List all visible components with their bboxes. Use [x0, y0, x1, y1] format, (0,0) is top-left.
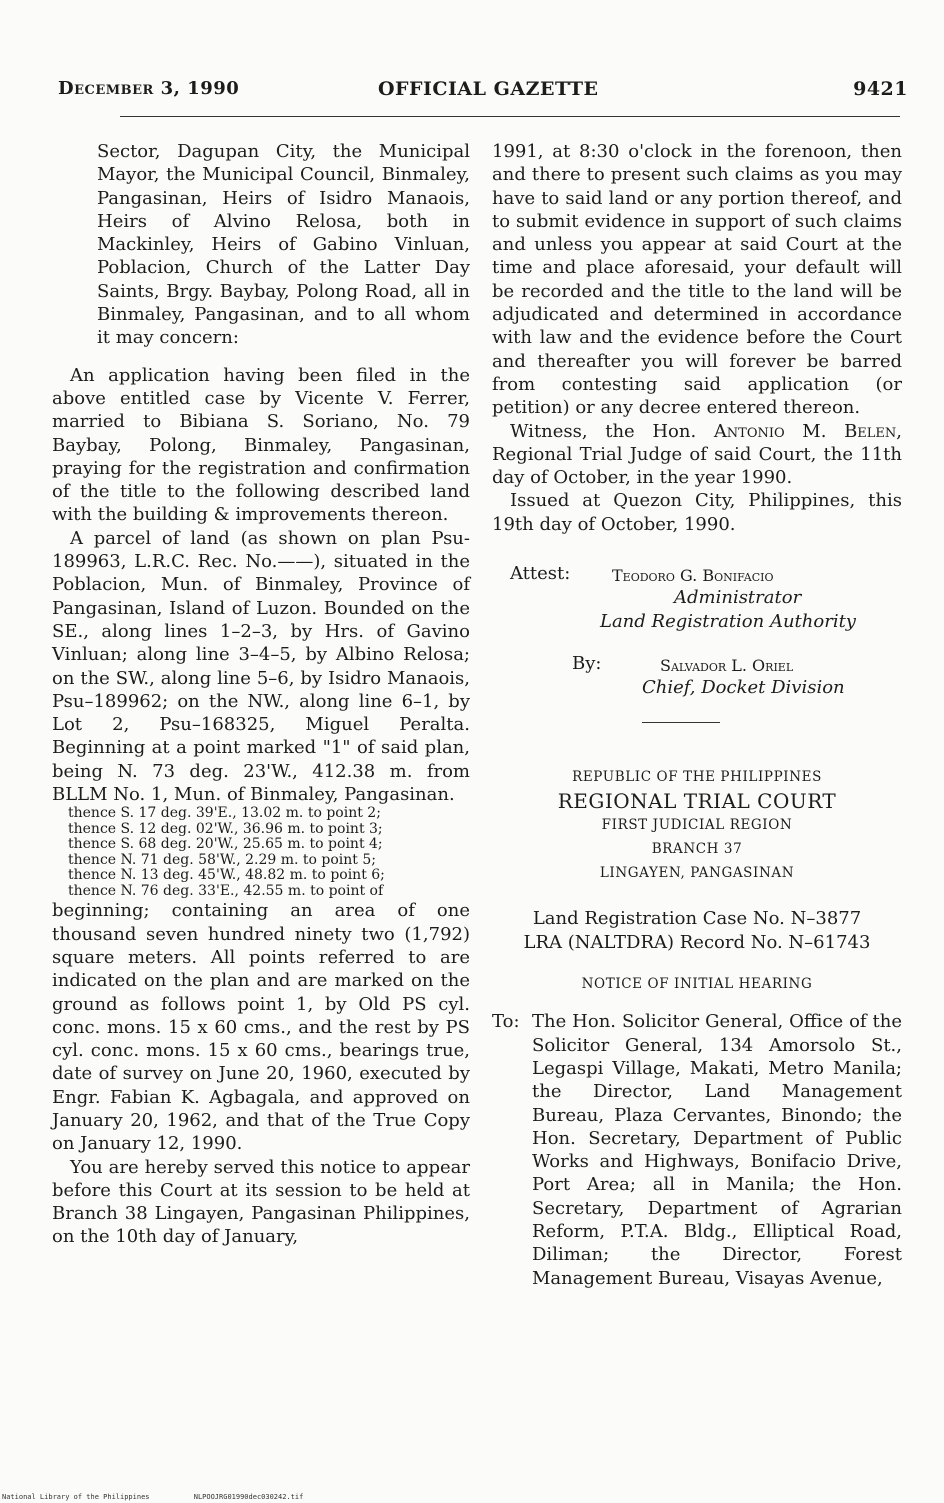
addressees-continued: Sector, Dagupan City, the Municipal Mayor, the Municipal Council, Binmaley, Pangasinan, Heirs of Isidro Manaois, Heirs of Alvino Relosa, both in Mackinley, Heirs of Gabino Vinluan, Poblacion, Church of the Latter Day Saints, Brgy. Baybay, Polong Road, all in Binmaley, Pangasinan, and to all whom it may concern:	[97, 141, 470, 349]
attestation-block	[492, 562, 902, 722]
scan-footer	[2, 1493, 343, 1501]
case-line-2: LRA (NALTDRA) Record No. N–61743	[523, 932, 871, 954]
attest-agency: Land Registration Authority	[600, 611, 856, 633]
left-column	[52, 140, 470, 1249]
case-line-1: Land Registration Case No. N–3877	[532, 908, 862, 930]
place-line: LINGAYEN, PANGASINAN	[599, 865, 795, 882]
footer-file: NLPOOJRG01990dec030242.tif	[193, 1493, 304, 1501]
witness-prefix: Witness, the Hon.	[510, 420, 697, 442]
republic-line: REPUBLIC OF THE PHILIPPINES	[572, 769, 822, 786]
area-paragraph: beginning; containing an area of one thousand seven hundred ninety two (1,792) square meters. All points referred to are indicated on the plan and are marked on the ground as follows point 1, by Old PS cyl. conc. mons. 15 x 60 cms., and the rest by PS cyl. conc. mons. 15 x 60 cms., bearings true, date of survey on June 20, 1960, executed by Engr. Fabian K. Agbagala, and approved on January 20, 1962, and that of the True Copy on January 12, 1990.	[52, 900, 470, 1155]
bearing-line: thence N. 13 deg. 45'W., 48.82 m. to point 6;	[68, 867, 385, 884]
by-label: By:	[572, 653, 602, 675]
judge-name: Antonio M. Belen,	[713, 420, 903, 442]
branch-line: BRANCH 37	[651, 841, 743, 858]
right-column	[492, 140, 902, 1290]
parcel-description: A parcel of land (as shown on plan Psu-189963, L.R.C. Rec. No.——), situated in the Poblacion, Mun. of Binmaley, Province of Pangasinan, Island of Luzon. Bounded on the SE., along lines 1–2–3, by Hrs. of Gavino Vinluan; along line 3–4–5, by Albino Relosa; on the SW., along line 5–6, by Isidro Manaois, Psu–189962; on the NW., along line 6–1, by Lot 2, Psu–168325, Miguel Peralta. Beginning at a point marked "1" of said plan, being N. 73 deg. 23'W., 412.38 m. from BLLM No. 1, Mun. of Binmaley, Pangasinan.	[52, 527, 470, 806]
bearings-list	[52, 806, 470, 899]
bearing-line: thence N. 76 deg. 33'E., 42.55 m. to point of	[68, 882, 384, 899]
witness-rest: Regional Trial Judge of said Court, the 11th day of October, in the year 1990.	[492, 443, 902, 489]
witness-paragraph	[492, 420, 902, 490]
section-divider	[642, 722, 720, 723]
attest-label: Attest:	[510, 563, 571, 585]
header-title: OFFICIAL GAZETTE	[378, 78, 599, 100]
case-number	[492, 907, 902, 955]
header-date: December 3, 1990	[58, 78, 240, 99]
attest-role: Administrator	[674, 587, 802, 609]
to-addressees	[492, 1010, 902, 1290]
court-name: REGIONAL TRIAL COURT	[557, 789, 837, 814]
footer-library: National Library of the Philippines	[2, 1493, 150, 1501]
attest-name: Teodoro G. Bonifacio	[612, 566, 774, 586]
header-rule	[120, 116, 900, 117]
notice-continued: 1991, at 8:30 o'clock in the forenoon, then and there to present such claims as you may have to said land or any portion thereof, and to submit evidence in support of such claims and unless you appear at said Court at the time and place aforesaid, your default will be recorded and the title to the land will be adjudicated and determined in accordance with law and the evidence before the Court and thereafter you will forever be barred from contesting said application (or petition) or any decree entered thereon.	[492, 141, 902, 419]
bearing-line: thence S. 17 deg. 39'E., 13.02 m. to point 2;	[68, 805, 381, 822]
bearing-line: thence S. 68 deg. 20'W., 25.65 m. to point 4;	[68, 836, 383, 853]
bearing-line: thence S. 12 deg. 02'W., 36.96 m. to point 3;	[68, 820, 383, 837]
region-line: FIRST JUDICIAL REGION	[601, 817, 793, 834]
served-paragraph: You are hereby served this notice to appear before this Court at its session to be held at Branch 38 Lingayen, Pangasinan Philippines, on the 10th day of January,	[52, 1156, 470, 1248]
to-label: To:	[492, 1011, 520, 1033]
by-name: Salvador L. Oriel	[660, 656, 794, 676]
page-number: 9421	[853, 78, 908, 100]
bearing-line: thence N. 71 deg. 58'W., 2.29 m. to point 5;	[68, 851, 376, 868]
application-paragraph: An application having been filed in the above entitled case by Vicente V. Ferrer, married to Bibiana S. Soriano, No. 79 Baybay, Polong, Binmaley, Pangasinan, praying for the registration and confirmation of the title to the following described land with the building & improvements thereon.	[52, 364, 470, 526]
issued-paragraph: Issued at Quezon City, Philippines, this 19th day of October, 1990.	[492, 490, 902, 535]
page-header	[58, 78, 908, 108]
to-text: The Hon. Solicitor General, Office of the Solicitor General, 134 Amorsolo St., Legaspi Village, Makati, Metro Manila; the Director, Land Management Bureau, Plaza Cervantes, Binondo; the Hon. Secretary, Department of Public Works and Highways, Bonifacio Drive, Port Area; all in Manila; the Hon. Secretary, Department of Agrarian Reform, P.T.A. Bldg., Elliptical Road, Diliman; the Director, Forest Management Bureau, Visayas Avenue,	[532, 1011, 902, 1289]
court-caption	[492, 765, 902, 885]
by-role: Chief, Docket Division	[642, 677, 845, 699]
notice-title: NOTICE OF INITIAL HEARING	[581, 976, 813, 993]
